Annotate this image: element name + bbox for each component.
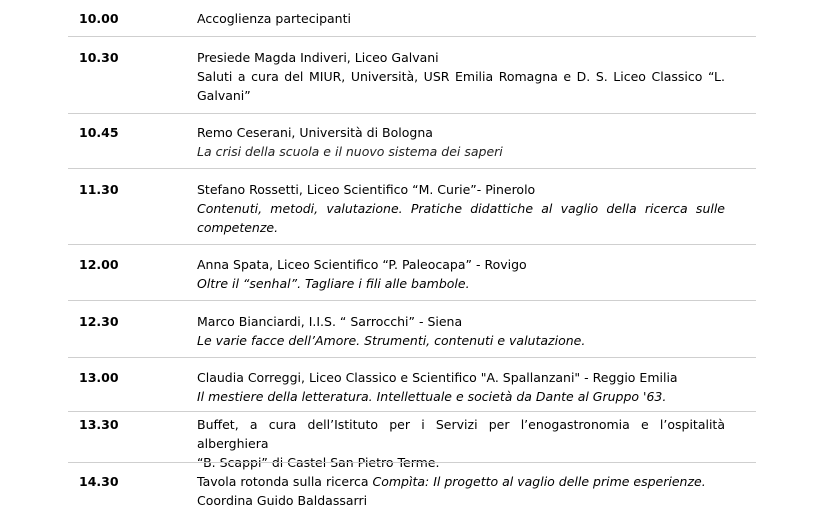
divider	[68, 168, 756, 169]
session-talk-title: La crisi della scuola e il nuovo sistema dei saperi	[197, 144, 503, 159]
session-time: 14.30	[79, 474, 119, 489]
session-greetings: Saluti a cura del MIUR, Università, USR Emilia Romagna e D. S. Liceo Classico “L.	[197, 69, 725, 84]
session-details	[197, 48, 725, 105]
session-roundtable	[197, 472, 725, 491]
session-details	[197, 9, 725, 28]
session-details	[197, 180, 725, 237]
session-details	[197, 368, 725, 406]
divider	[68, 357, 756, 358]
session-time: 10.00	[79, 11, 119, 26]
roundtable-title: : Il progetto al vaglio delle prime esperienze.	[425, 474, 706, 489]
session-buffet-cont: “B. Scappi” di Castel San Pietro Terme.	[197, 455, 440, 470]
session-talk-title: Contenuti, metodi, valutazione. Pratiche didattiche al vaglio della ricerca sulle	[197, 201, 725, 216]
session-buffet: Buffet, a cura dell’Istituto per i Servizi per l’enogastronomia e l’ospitalità alberghiera	[197, 417, 725, 451]
session-speaker: Anna Spata, Liceo Scientifico “P. Paleocapa” - Rovigo	[197, 257, 527, 272]
session-details	[197, 472, 725, 510]
divider	[68, 113, 756, 114]
divider	[68, 36, 756, 37]
research-name: Compìta	[372, 474, 426, 489]
session-talk-title: Il mestiere della letteratura. Intellettuale e società da Dante al Gruppo '63.	[197, 389, 667, 404]
session-time: 12.00	[79, 257, 119, 272]
session-time: 10.30	[79, 50, 119, 65]
session-details	[197, 255, 725, 293]
session-speaker: Remo Ceserani, Università di Bologna	[197, 125, 433, 140]
session-time: 13.00	[79, 370, 119, 385]
session-time: 12.30	[79, 314, 119, 329]
session-details	[197, 415, 725, 472]
session-speaker: Marco Bianciardi, I.I.S. “ Sarrocchi” - Siena	[197, 314, 463, 329]
divider	[68, 244, 756, 245]
divider	[68, 411, 756, 412]
session-time: 11.30	[79, 182, 119, 197]
session-coordinator: Coordina Guido Baldassarri	[197, 493, 368, 508]
session-talk-title: Oltre il “senhal”. Tagliare i fili alle bambole.	[197, 276, 470, 291]
session-title: Accoglienza partecipanti	[197, 11, 351, 26]
roundtable-prefix: Tavola rotonda sulla ricerca	[197, 474, 373, 489]
divider	[68, 462, 756, 463]
session-greetings-cont: Galvani”	[197, 88, 251, 103]
session-speaker: Stefano Rossetti, Liceo Scientifico “M. Curie”- Pinerolo	[197, 182, 536, 197]
session-details	[197, 123, 725, 161]
divider	[68, 300, 756, 301]
session-chair: Presiede Magda Indiveri, Liceo Galvani	[197, 50, 439, 65]
session-talk-title-cont: competenze.	[197, 220, 279, 235]
session-speaker: Claudia Correggi, Liceo Classico e Scientifico "A. Spallanzani" - Reggio Emilia	[197, 370, 678, 385]
session-time: 10.45	[79, 125, 119, 140]
session-time: 13.30	[79, 417, 119, 432]
session-details	[197, 312, 725, 350]
session-talk-title: Le varie facce dell’Amore. Strumenti, contenuti e valutazione.	[197, 333, 586, 348]
